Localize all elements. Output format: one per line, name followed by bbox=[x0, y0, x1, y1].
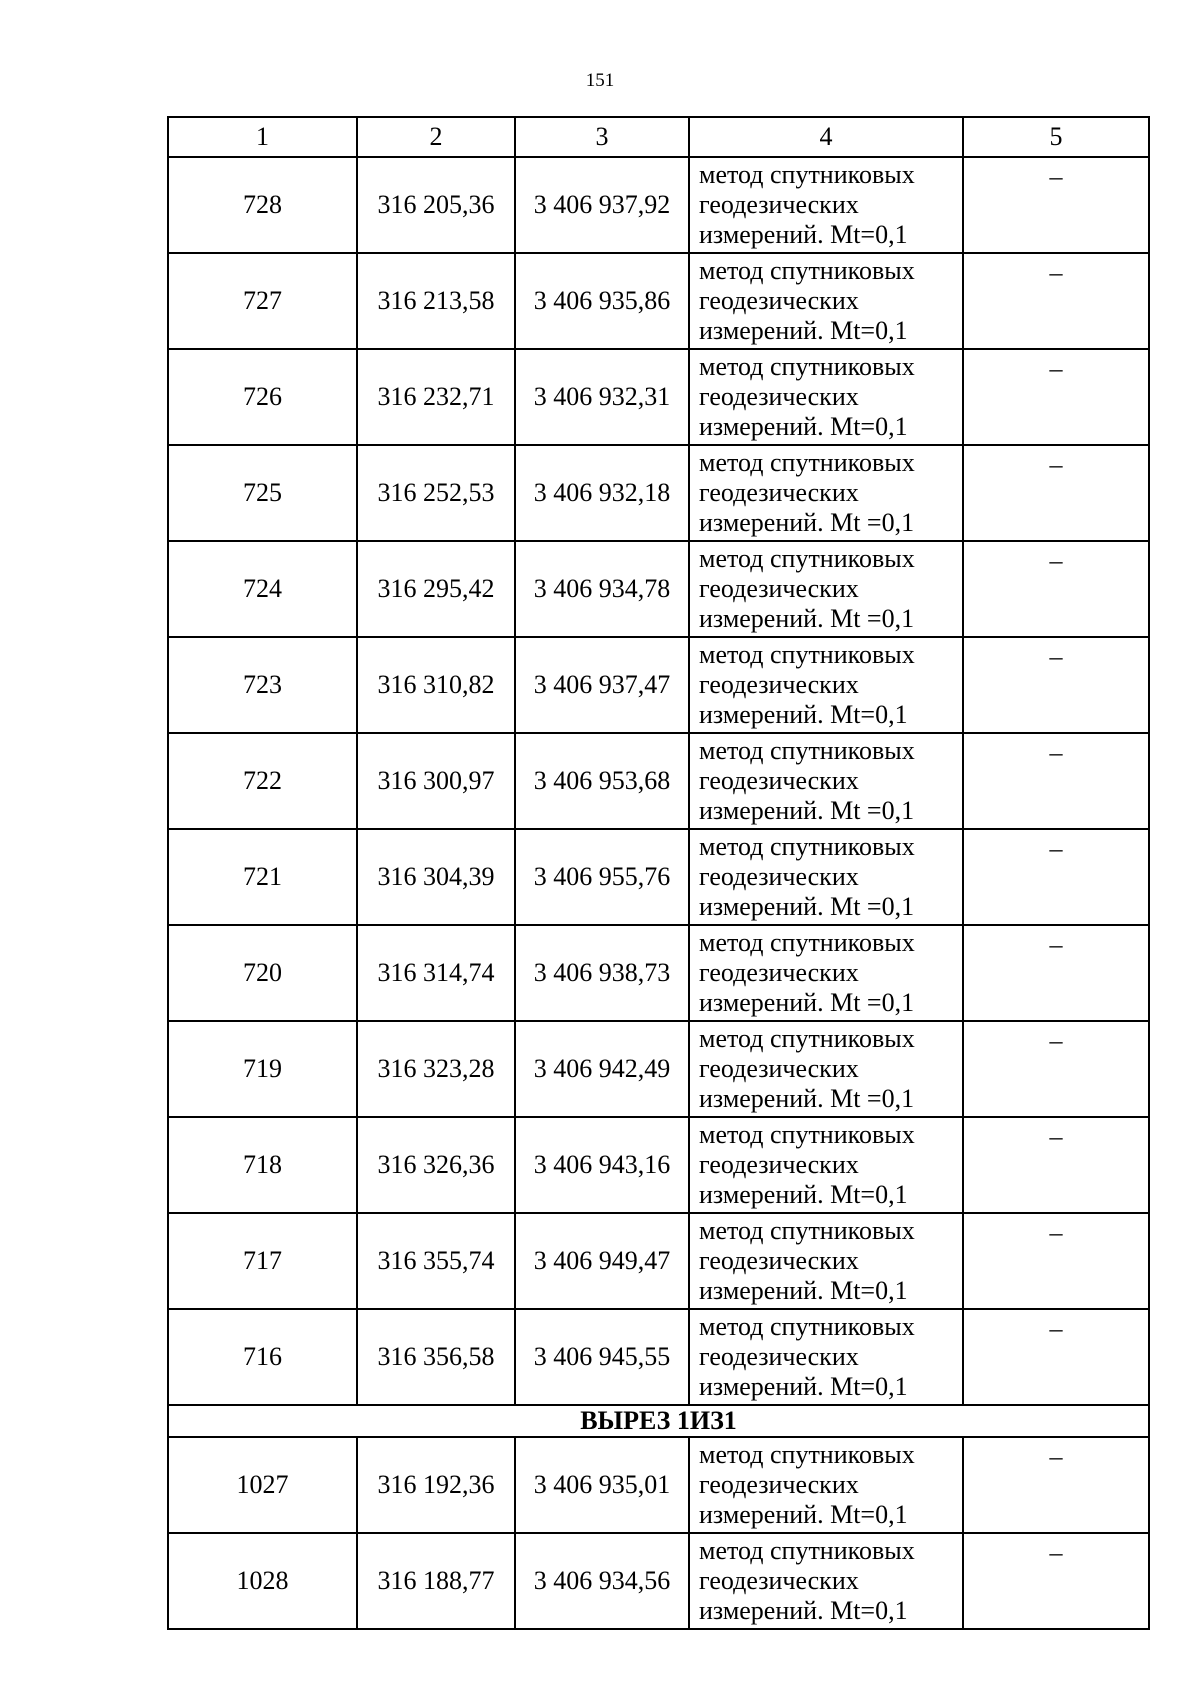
dash-mark: – bbox=[963, 925, 1149, 1021]
section-title: ВЫРЕЗ 1ИЗ1 bbox=[168, 1405, 1149, 1437]
coordinate-y: 3 406 937,92 bbox=[515, 157, 689, 253]
coordinate-y: 3 406 935,86 bbox=[515, 253, 689, 349]
method-line: геодезических bbox=[699, 1566, 859, 1595]
table-row bbox=[168, 1437, 1149, 1533]
header-cell-5: 5 bbox=[963, 117, 1149, 157]
method-description bbox=[689, 1021, 963, 1117]
coordinate-x: 316 213,58 bbox=[357, 253, 515, 349]
method-line: метод спутниковых bbox=[699, 928, 915, 957]
table-row bbox=[168, 445, 1149, 541]
coordinate-y: 3 406 932,18 bbox=[515, 445, 689, 541]
dash-mark: – bbox=[963, 829, 1149, 925]
method-description bbox=[689, 1117, 963, 1213]
coordinate-x: 316 300,97 bbox=[357, 733, 515, 829]
table-row bbox=[168, 733, 1149, 829]
header-cell-4: 4 bbox=[689, 117, 963, 157]
dash-mark: – bbox=[963, 253, 1149, 349]
method-line: измерений. Mt=0,1 bbox=[699, 1276, 908, 1305]
section-row bbox=[168, 1405, 1149, 1437]
method-line: метод спутниковых bbox=[699, 640, 915, 669]
point-number: 716 bbox=[168, 1309, 357, 1405]
coordinate-x: 316 205,36 bbox=[357, 157, 515, 253]
coordinate-y: 3 406 938,73 bbox=[515, 925, 689, 1021]
dash-mark: – bbox=[963, 1021, 1149, 1117]
method-line: метод спутниковых bbox=[699, 1120, 915, 1149]
method-description bbox=[689, 829, 963, 925]
point-number: 726 bbox=[168, 349, 357, 445]
point-number: 1028 bbox=[168, 1533, 357, 1629]
method-line: измерений. Mt =0,1 bbox=[699, 508, 915, 537]
method-line: геодезических bbox=[699, 1150, 859, 1179]
dash-mark: – bbox=[963, 1309, 1149, 1405]
method-description bbox=[689, 925, 963, 1021]
table-row bbox=[168, 1533, 1149, 1629]
method-line: измерений. Mt=0,1 bbox=[699, 316, 908, 345]
method-line: метод спутниковых bbox=[699, 1312, 915, 1341]
coordinate-y: 3 406 934,78 bbox=[515, 541, 689, 637]
dash-mark: – bbox=[963, 157, 1149, 253]
method-line: метод спутниковых bbox=[699, 1536, 915, 1565]
method-line: геодезических bbox=[699, 382, 859, 411]
point-number: 728 bbox=[168, 157, 357, 253]
method-line: измерений. Mt=0,1 bbox=[699, 1372, 908, 1401]
coordinate-x: 316 323,28 bbox=[357, 1021, 515, 1117]
point-number: 721 bbox=[168, 829, 357, 925]
coordinate-x: 316 188,77 bbox=[357, 1533, 515, 1629]
dash-mark: – bbox=[963, 1533, 1149, 1629]
method-description bbox=[689, 637, 963, 733]
method-line: геодезических bbox=[699, 574, 859, 603]
coordinate-y: 3 406 955,76 bbox=[515, 829, 689, 925]
method-line: метод спутниковых bbox=[699, 736, 915, 765]
method-line: измерений. Mt =0,1 bbox=[699, 988, 915, 1017]
dash-mark: – bbox=[963, 1117, 1149, 1213]
point-number: 725 bbox=[168, 445, 357, 541]
point-number: 719 bbox=[168, 1021, 357, 1117]
method-description bbox=[689, 157, 963, 253]
table-row bbox=[168, 925, 1149, 1021]
table-row bbox=[168, 1213, 1149, 1309]
dash-mark: – bbox=[963, 1213, 1149, 1309]
point-number: 722 bbox=[168, 733, 357, 829]
method-line: измерений. Mt=0,1 bbox=[699, 412, 908, 441]
table-row bbox=[168, 157, 1149, 253]
dash-mark: – bbox=[963, 733, 1149, 829]
coordinate-x: 316 295,42 bbox=[357, 541, 515, 637]
point-number: 720 bbox=[168, 925, 357, 1021]
method-line: измерений. Mt=0,1 bbox=[699, 1180, 908, 1209]
header-cell-1: 1 bbox=[168, 117, 357, 157]
point-number: 723 bbox=[168, 637, 357, 733]
table-row bbox=[168, 349, 1149, 445]
method-line: геодезических bbox=[699, 862, 859, 891]
coordinate-y: 3 406 943,16 bbox=[515, 1117, 689, 1213]
method-line: метод спутниковых bbox=[699, 448, 915, 477]
method-description bbox=[689, 1213, 963, 1309]
method-description bbox=[689, 349, 963, 445]
coordinate-y: 3 406 935,01 bbox=[515, 1437, 689, 1533]
method-line: метод спутниковых bbox=[699, 1440, 915, 1469]
method-line: метод спутниковых bbox=[699, 544, 915, 573]
method-description bbox=[689, 541, 963, 637]
coordinate-x: 316 356,58 bbox=[357, 1309, 515, 1405]
method-line: геодезических bbox=[699, 190, 859, 219]
method-line: измерений. Mt =0,1 bbox=[699, 1084, 915, 1113]
method-line: метод спутниковых bbox=[699, 1216, 915, 1245]
method-line: метод спутниковых bbox=[699, 352, 915, 381]
coordinate-x: 316 310,82 bbox=[357, 637, 515, 733]
method-line: геодезических bbox=[699, 478, 859, 507]
method-line: геодезических bbox=[699, 286, 859, 315]
table-row bbox=[168, 829, 1149, 925]
point-number: 1027 bbox=[168, 1437, 357, 1533]
method-line: геодезических bbox=[699, 958, 859, 987]
method-description bbox=[689, 253, 963, 349]
method-description bbox=[689, 1309, 963, 1405]
coordinate-x: 316 232,71 bbox=[357, 349, 515, 445]
header-cell-2: 2 bbox=[357, 117, 515, 157]
page-number: 151 bbox=[585, 70, 615, 91]
method-line: метод спутниковых bbox=[699, 160, 915, 189]
coordinate-y: 3 406 945,55 bbox=[515, 1309, 689, 1405]
coordinate-y: 3 406 949,47 bbox=[515, 1213, 689, 1309]
coordinate-x: 316 314,74 bbox=[357, 925, 515, 1021]
method-line: измерений. Mt =0,1 bbox=[699, 796, 915, 825]
coordinates-table bbox=[167, 116, 1150, 1630]
table-row bbox=[168, 1309, 1149, 1405]
method-line: геодезических bbox=[699, 670, 859, 699]
coordinates-table-body bbox=[168, 117, 1149, 1629]
table-row bbox=[168, 637, 1149, 733]
coordinate-y: 3 406 953,68 bbox=[515, 733, 689, 829]
method-line: метод спутниковых bbox=[699, 1024, 915, 1053]
point-number: 717 bbox=[168, 1213, 357, 1309]
method-line: метод спутниковых bbox=[699, 832, 915, 861]
coordinate-x: 316 252,53 bbox=[357, 445, 515, 541]
dash-mark: – bbox=[963, 1437, 1149, 1533]
method-description bbox=[689, 445, 963, 541]
table-row bbox=[168, 541, 1149, 637]
table-row bbox=[168, 1021, 1149, 1117]
coordinate-x: 316 304,39 bbox=[357, 829, 515, 925]
method-line: измерений. Mt =0,1 bbox=[699, 604, 915, 633]
method-description bbox=[689, 1533, 963, 1629]
point-number: 718 bbox=[168, 1117, 357, 1213]
method-line: геодезических bbox=[699, 1342, 859, 1371]
method-line: геодезических bbox=[699, 1470, 859, 1499]
method-line: геодезических bbox=[699, 1054, 859, 1083]
method-line: геодезических bbox=[699, 1246, 859, 1275]
table-row bbox=[168, 253, 1149, 349]
dash-mark: – bbox=[963, 349, 1149, 445]
method-line: измерений. Mt =0,1 bbox=[699, 892, 915, 921]
coordinate-x: 316 355,74 bbox=[357, 1213, 515, 1309]
header-cell-3: 3 bbox=[515, 117, 689, 157]
method-description bbox=[689, 1437, 963, 1533]
coordinate-x: 316 192,36 bbox=[357, 1437, 515, 1533]
method-line: измерений. Mt=0,1 bbox=[699, 1596, 908, 1625]
method-description bbox=[689, 733, 963, 829]
header-row bbox=[168, 117, 1149, 157]
dash-mark: – bbox=[963, 445, 1149, 541]
coordinate-x: 316 326,36 bbox=[357, 1117, 515, 1213]
table-row bbox=[168, 1117, 1149, 1213]
coordinate-y: 3 406 942,49 bbox=[515, 1021, 689, 1117]
coordinate-y: 3 406 932,31 bbox=[515, 349, 689, 445]
dash-mark: – bbox=[963, 637, 1149, 733]
point-number: 724 bbox=[168, 541, 357, 637]
dash-mark: – bbox=[963, 541, 1149, 637]
method-line: измерений. Mt=0,1 bbox=[699, 220, 908, 249]
method-line: геодезических bbox=[699, 766, 859, 795]
method-line: измерений. Mt=0,1 bbox=[699, 1500, 908, 1529]
coordinate-y: 3 406 937,47 bbox=[515, 637, 689, 733]
coordinate-y: 3 406 934,56 bbox=[515, 1533, 689, 1629]
point-number: 727 bbox=[168, 253, 357, 349]
method-line: метод спутниковых bbox=[699, 256, 915, 285]
method-line: измерений. Mt=0,1 bbox=[699, 700, 908, 729]
